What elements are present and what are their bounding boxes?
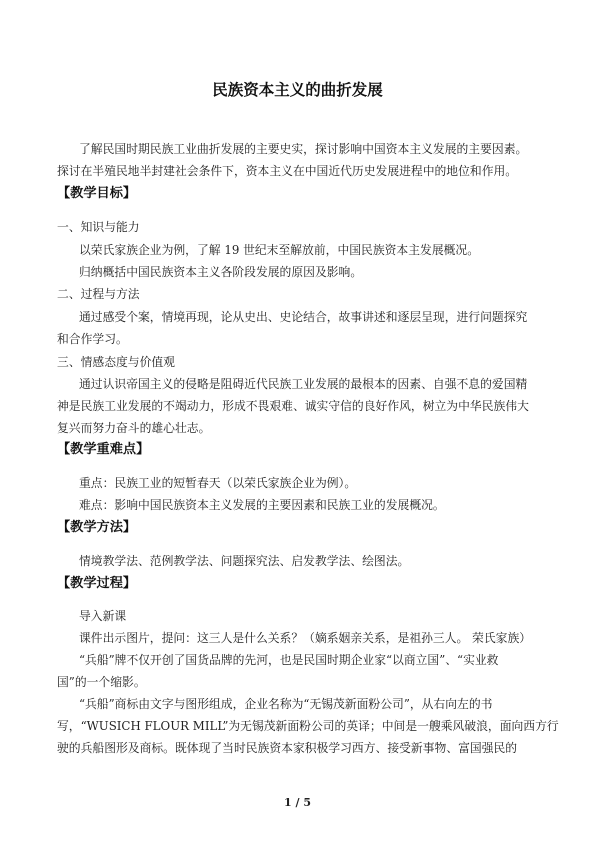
subheading-attitude: 三、情感态度与价值观: [57, 355, 175, 369]
page-title: 民族资本主义的曲折发展: [212, 81, 383, 99]
methods-line: 情境教学法、范例教学法、问题探究法、启发教学法、绘图法。: [79, 554, 410, 568]
heading-key-points: 【教学重难点】: [57, 442, 150, 457]
process-line-5: “兵船”商标由文字与图形组成，企业名称为“无锡茂新面粉公司”，从右向左的书: [79, 697, 493, 711]
intro-line-1: 了解民国时期民族工业曲折发展的主要史实，探讨影响中国资本主义发展的主要因素。: [79, 142, 528, 156]
heading-teaching-process: 【教学过程】: [57, 576, 137, 591]
page-number: 1 / 5: [284, 796, 311, 809]
process-line-1: 导入新课: [79, 609, 127, 623]
attitude-line-2: 神是民族工业发展的不竭动力，形成不畏艰难、诚实守信的良好作风，树立为中华民族伟大: [57, 399, 529, 413]
key-point-line: 重点：民族工业的短暂春天（以荣氏家族企业为例）。: [79, 476, 357, 490]
heading-teaching-methods: 【教学方法】: [57, 520, 137, 535]
process-line-6: 写，“WUSICH FLOUR MILL”为无锡茂新面粉公司的英译；中间是一艘乘风破浪，面向西方行: [57, 719, 559, 733]
process-method-line-1: 通过感受个案，情境再现，论从史出、史论结合，故事讲述和逐层呈现，进行问题探究: [79, 310, 528, 324]
process-method-line-2: 和合作学习。: [57, 332, 128, 346]
intro-line-2: 探讨在半殖民地半封建社会条件下，资本主义在中国近代历史发展进程中的地位和作用。: [57, 164, 518, 178]
subheading-process: 二、过程与方法: [57, 287, 140, 301]
process-line-4: 国”的一个缩影。: [57, 675, 146, 689]
process-line-7: 驶的兵船图形及商标。既体现了当时民族资本家积极学习西方、接受新事物、富国强民的: [57, 741, 518, 755]
goal-line-2: 归纳概括中国民族资本主义各阶段发展的原因及影响。: [79, 265, 363, 279]
process-line-3: “兵船”牌不仅开创了国货品牌的先河，也是民国时期企业家“以商立国”、“实业救: [79, 653, 499, 667]
difficulty-line: 难点：影响中国民族资本主义发展的主要因素和民族工业的发展概况。: [79, 498, 445, 512]
subheading-knowledge: 一、知识与能力: [57, 220, 140, 234]
attitude-line-1: 通过认识帝国主义的侵略是阻碍近代民族工业发展的最根本的因素、自强不息的爱国精: [79, 377, 528, 391]
heading-teaching-goals: 【教学目标】: [57, 186, 137, 201]
attitude-line-3: 复兴而努力奋斗的雄心壮志。: [57, 421, 211, 435]
process-line-2: 课件出示图片，提问：这三人是什么关系？（嫡系姻亲关系，是祖孙三人。 荣氏家族）: [79, 631, 532, 645]
goal-line-1: 以荣氏家族企业为例，了解 19 世纪末至解放前，中国民族资本主发展概况。: [79, 243, 480, 257]
